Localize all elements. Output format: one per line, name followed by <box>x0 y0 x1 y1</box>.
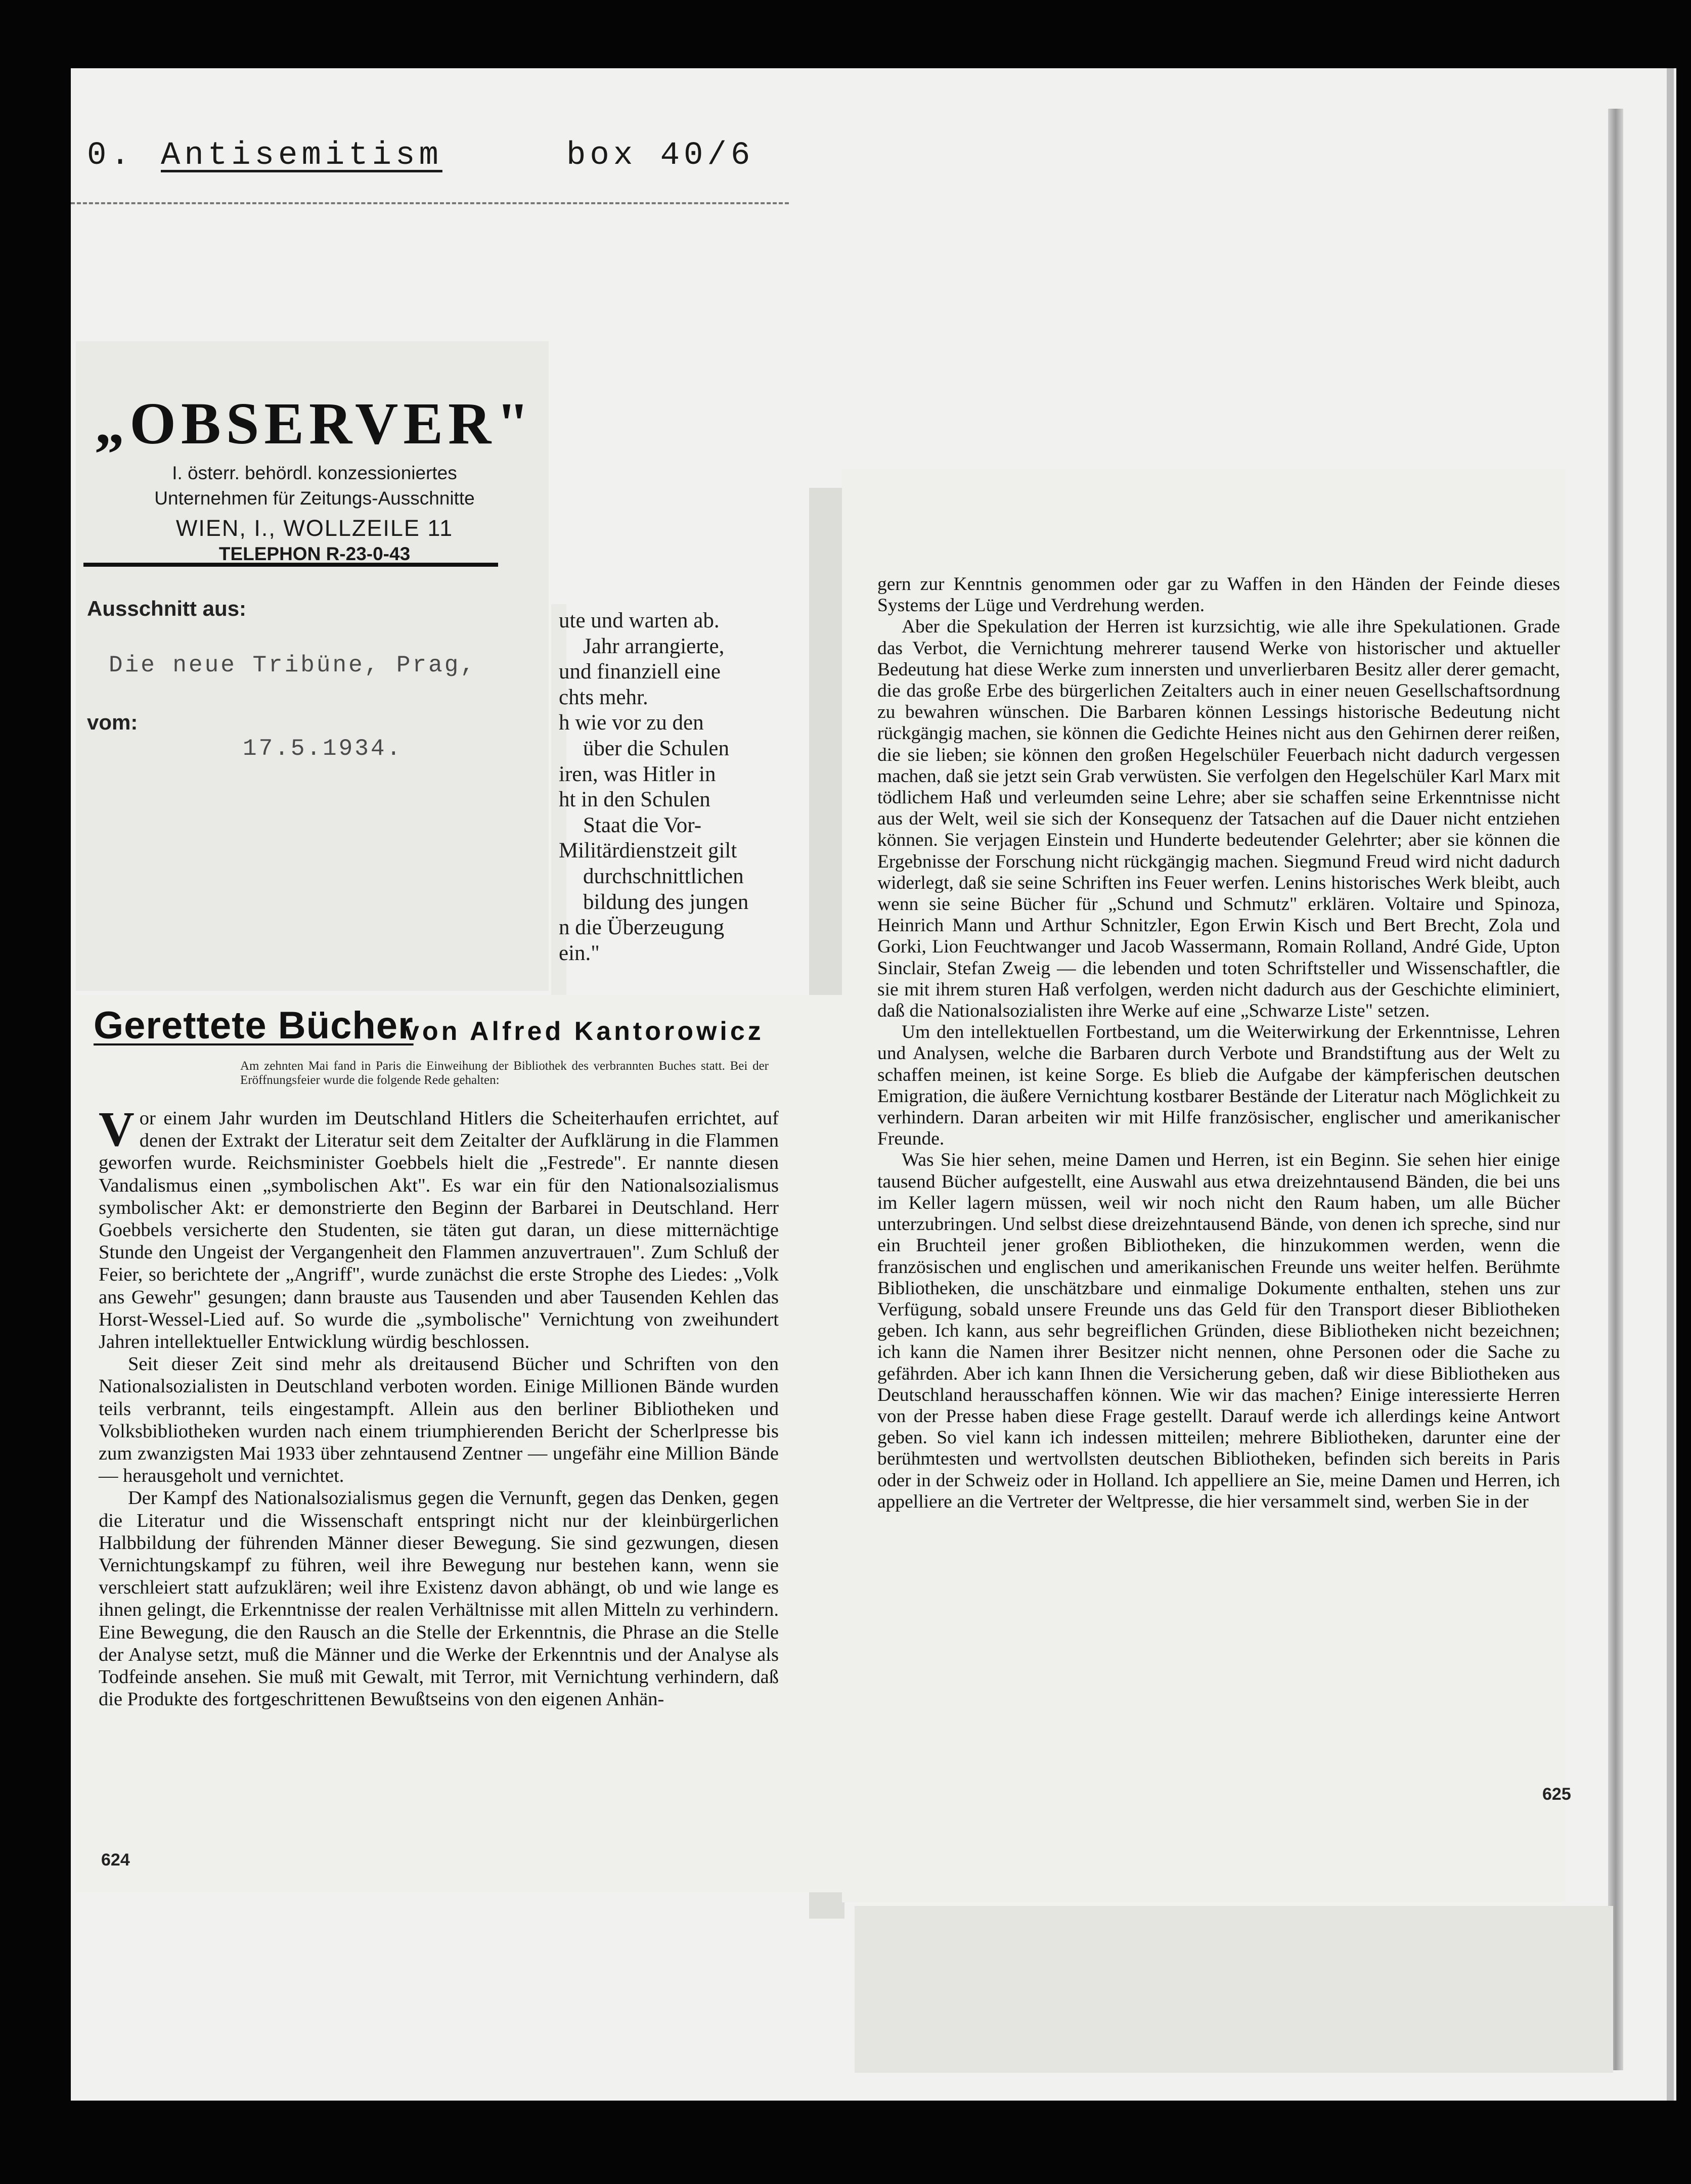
sheet-edge <box>1667 68 1674 2101</box>
residual-line: und finanziell eine <box>559 660 721 684</box>
intro-text: Am zehnten Mai fand in Paris die Einweihung der Bibliothek des verbrannten Buches statt. Bei der Eröffnungsfeier wurde die folgende Rede gehalten: <box>240 1059 769 1087</box>
date-label: vom: <box>87 710 138 734</box>
residual-line: ute und warten ab. <box>559 609 720 632</box>
binding-shadow <box>1608 109 1623 2070</box>
right-paragraph-3: Um den intellektuellen Fortbestand, um die Weiterwirkung der Erkenntnisse, Lehren und Analysen, welche die Barbaren durch Verbote und Brandstiftung aus der Welt zu schaffen meinen, ist keine Sorge. Es blieb die Aufgabe der kämpferischen deutschen Emigration, die äußere Vernichtung kostbarer Bestände der Literatur nach Möglichkeit zu verhindern. Daran arbeiten wir mit Hilfe französischer, englischer und amerikanischer Freunde. <box>877 1022 1560 1150</box>
observer-license-line: I. österr. behördl. konzessioniertes <box>172 463 457 483</box>
observer-name: „OBSERVER" <box>95 390 535 457</box>
observer-address: WIEN, I., WOLLZEILE 11 <box>175 515 454 541</box>
residual-line: ein." <box>559 941 600 965</box>
source-value: Die neue Tribüne, Prag, <box>109 652 476 678</box>
slip-rule <box>83 563 498 567</box>
date-value: 17.5.1934. <box>243 736 403 762</box>
header-prefix: 0. <box>87 138 134 174</box>
residual-line: über die Schulen <box>583 736 729 760</box>
article-paragraph-2: Seit dieser Zeit sind mehr als dreitausend Bücher und Schriften von den Nationalsozialisten in Deutschland verboten worden. Einige Millionen Bände wurden teils verbrannt, teils eingestampft. Allein aus den berliner Bibliotheken und Volksbibliotheken wurden nach einem triumphierenden Bericht der Scherlpresse bis zum zwanzigsten Mai 1933 über zehntausend Zentner — ungefähr eine Million Bände — herausgeholt und vernichtet. <box>99 1353 779 1487</box>
article-paragraph-3: Der Kampf des Nationalsozialismus gegen die Vernunft, gegen das Denken, gegen die Literatur und die Wissenschaft entspringt nicht nur der kleinbürgerlichen Halbbildung der führenden Männer dieser Bewegung. Sie sind gezwungen, diesen Vernichtungskampf zu führen, weil ihre Bewegung nur bestehen kann, wenn sie verschleiert statt aufzuklären; weil ihre Existenz davon abhängt, ob und wie lange es ihnen gelingt, die Erkenntnisse der realen Verhältnisse mit allen Mitteln zu verhindern. Eine Bewegung, die den Rausch an die Stelle der Erkenntnis, die Phrase an die Stelle der Analyse setzt, muß die Männer und die Werke der Erkenntnis und der Analyse als Todfeinde ansehen. Sie muß mit Gewalt, mit Terror, mit Vernichtung verhindern, daß die Produkte des fortgeschrittenen Bewußtseins von den eigenen Anhän- <box>99 1487 779 1710</box>
residual-line: Jahr arrangierte, <box>583 634 725 658</box>
right-paragraph-2: Aber die Spekulation der Herren ist kurzsichtig, wie alle ihre Spekulationen. Grade das Verbot, die Vernichtung mehrerer tausend Werke von historischer und aktueller Bedeutung hat diese Werke zum innersten und unverlierbaren Besitz aller derer gemacht, die das große Erbe des bürgerlichen Zeitalters auch in einer neuen Gesellschaftsordnung zu bewahren wünschen. Die Barbaren können Lessings historische Bedeutung nicht rückgängig machen, sie können die Gedichte Heines nicht aus den Gehirnen derer reißen, die sie lieben; sie können den großen Hegelschüler Feuerbach nicht dadurch vergessen machen, daß sie jetzt sein Grab verwüsten. Sie verfolgen den Hegelschüler Karl Marx mit tödlichem Haß und verleumden seine Lehre; aber sie schaffen seine Erkenntnisse nicht aus der Welt, weil sie sich der Konsequenz der Tatsachen auf die Dauer nicht entziehen können. Sie verjagen Einstein und Hunderte bedeutender Gelehrter; aber sie können die Ergebnisse der Forschung nicht rückgängig machen. Siegmund Freud wird nicht dadurch widerlegt, daß sie seine Schriften ins Feuer werfen. Lenins historisches Werk bleibt, auch wenn sie seine Bücher für „Schund und Schmutz" erklären. Voltaire und Spinoza, Heinrich Mann und Arthur Schnitzler, Egon Erwin Kisch und Bert Brecht, Zola und Gorki, Lion Feuchtwanger und Jacob Wassermann, Romain Rolland, André Gide, Upton Sinclair, Stefan Zweig — die lebenden und toten Schriftsteller und Wissenschaftler, die sie mit ihrem sturen Haß verfolgen, werden nicht dadurch aus der Geschichte eliminiert, daß die Nationalsozialisten ihre Werke auf eine „Schwarze Liste" setzen. <box>877 616 1560 1022</box>
right-page-text <box>877 574 1560 1513</box>
residual-line: Militärdienstzeit gilt <box>559 839 737 863</box>
article-title: Gerettete Bücher <box>94 1004 414 1047</box>
drop-cap: V <box>99 1102 135 1157</box>
residual-line: iren, was Hitler in <box>559 762 716 786</box>
observer-business-line: Unternehmen für Zeitungs-Ausschnitte <box>154 488 475 509</box>
residual-line: bildung des jungen <box>583 890 749 914</box>
right-paragraph-4: Was Sie hier sehen, meine Damen und Herren, ist ein Beginn. Sie sehen hier einige tausend Bücher aufgestellt, eine Auswahl aus etwa dreizehntausend Bänden, die bei uns im Keller lagern müssen, weil wir noch nicht den Raum haben, um alle Bücher unterzubringen. Und selbst diese dreizehntausend Bände, von denen ich spreche, sind nur ein Bruchteil jener großen Bibliotheken, die hinzukommen werden, wenn die französischen und englischen und amerikanischen Freunde uns weiter helfen. Berühmte Bibliotheken, die unschätzbare und einmalige Dokumente enthalten, stehen uns zur Verfügung, sobald unsere Freunde uns das Geld für den Transport dieser Bibliotheken geben. Ich kann, aus sehr begreiflichen Gründen, diese Bibliotheken nicht bezeichnen; ich kann die Namen ihrer Besitzer nicht nennen, ohne Personen oder die Sache zu gefährden. Aber ich kann Ihnen die Versicherung geben, daß wir diese Bibliotheken aus Deutschland herausschaffen können. Wie wir das machen? Einige interessierte Herren von der Presse haben diese Frage gestellt. Darauf werde ich allerdings keine Antwort geben. So viel kann ich indessen mitteilen; mehrere Bibliotheken, darunter eine der berühmtesten und wertvollsten deutschen Bibliotheken, befinden sich bereits in Paris oder in der Schweiz oder in Holland. Ich appelliere an Sie, meine Damen und Herren, ich appelliere an die Vertreter der Weltpresse, die hier versammelt sind, werben Sie in der <box>877 1150 1560 1512</box>
article-paragraph-1 <box>99 1102 779 1353</box>
residual-line: h wie vor zu den <box>559 711 704 735</box>
residual-column-text <box>559 608 771 966</box>
source-label: Ausschnitt aus: <box>87 597 247 620</box>
left-page-number: 624 <box>101 1850 130 1870</box>
bottom-margin-shade <box>855 1906 1613 2073</box>
right-page-number: 625 <box>1542 1785 1571 1804</box>
article-intro <box>94 1059 769 1087</box>
residual-line: chts mehr. <box>559 685 648 709</box>
residual-line: ht in den Schulen <box>559 788 710 812</box>
residual-line: n die Überzeugung <box>559 916 725 940</box>
residual-line: Staat die Vor- <box>583 813 702 837</box>
paragraph-1-text: or einem Jahr wurden im Deutschland Hitlers die Scheiterhaufen errichtet, auf denen der Extrakt der Literatur seit dem Zeitalter der Aufklärung in die Flammen geworfen wurde. Reichsminister Goebbels hielt die „Festrede". Er nannte diesen Vandalismus einen „symbolischen Akt". Es war ein für den Nationalsozialismus symbolischer Akt: er demonstrierte den Beginn der Barbarei in Deutschland. Herr Goebbels versicherte den Studenten, sie täten gut daran, un diese mitternächtige Stunde den Ungeist der Vergangenheit den Flammen anzuvertrauen". Zum Schluß der Feier, so berichtete der „Angriff", wurde zunächst die erste Strophe des Liedes: „Volk ans Gewehr" gesungen; dann brauste aus Tausenden und aber Tausenden Kehlen das Horst-Wessel-Lied auf. So wurde die „symbolische" Vernichtung von zweihundert Jahren intellektueller Entwicklung würdig beschlossen. <box>99 1108 779 1353</box>
header-box-number: box 40/6 <box>566 138 754 174</box>
observer-telephone: TELEPHON R-23-0-43 <box>218 543 411 564</box>
article-body <box>99 1102 779 1710</box>
article-byline: von Alfred Kantorowicz <box>405 1017 764 1046</box>
right-paragraph-1: gern zur Kenntnis genommen oder gar zu Waffen in den Händen der Feinde dieses Systems der Lüge und Verdrehung werden. <box>877 574 1560 616</box>
header-subject: Antisemitism <box>161 138 442 174</box>
header-divider <box>71 202 789 204</box>
observer-clipping-slip <box>76 341 549 991</box>
residual-line: durchschnittlichen <box>583 864 744 888</box>
